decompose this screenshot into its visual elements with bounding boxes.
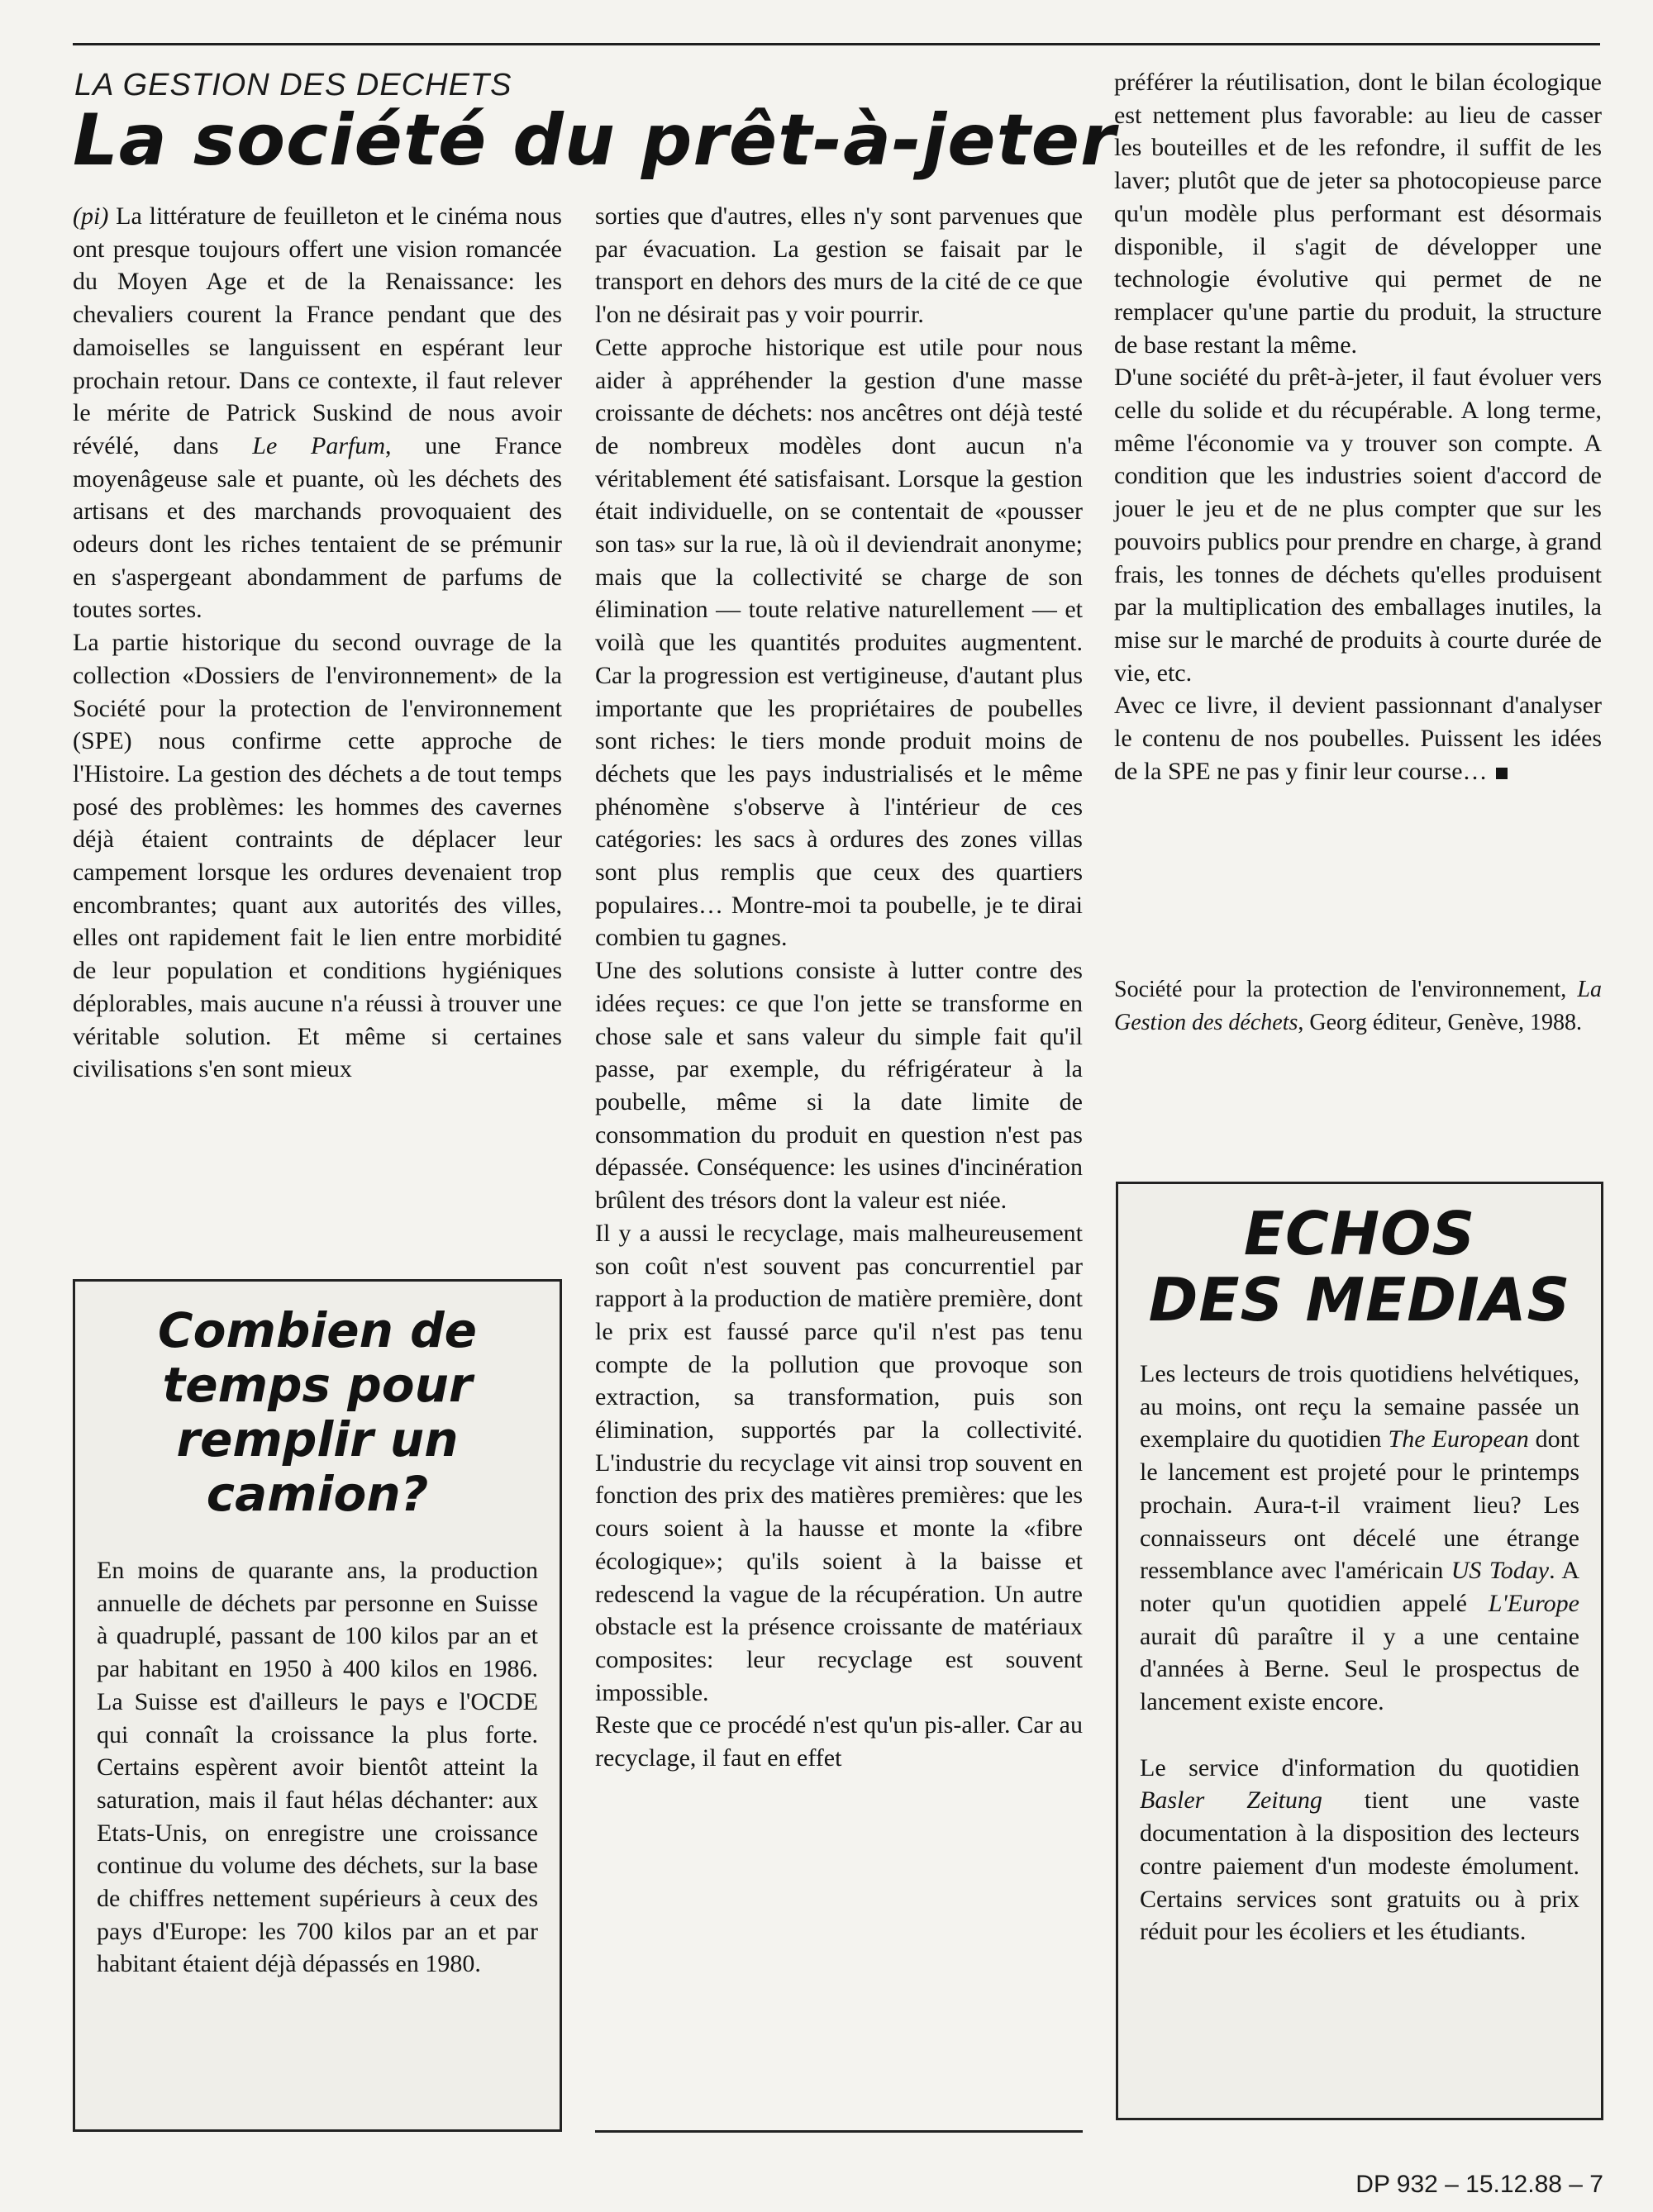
- box-title: Combien de temps pour remplir un camion?: [158, 1302, 477, 1522]
- article-paragraph: Cette approche historique est utile pour nous aider à appréhender la gestion d'une masse croissante de déchets: nos ancêtres ont déjà testé de nombreux modèles dont aucun n'a véritablement été satisfaisant. Lorsque la gestion était individuelle, on se contentait de «pousser son tas» sur la rue, là où il deviendrait anonyme; mais que la collectivité se charge de son élimination — toute relative naturellement — et voilà que les quantités produites augmentent. Car la progression est vertigineuse, d'autant plus importante que les propriétaires de poubelles sont riches: le tiers monde produit moins de déchets que les pays industrialisés et le même phénomène s'observe à l'intérieur de ces catégories: les sacs à ordures des zones villas sont plus remplis que ceux des quartiers populaires… Montre-moi ta poubelle, je te dirai combien tu gagnes.: [595, 333, 1083, 952]
- page-footer: DP 932 – 15.12.88 – 7: [1355, 2171, 1603, 2198]
- column-end-rule: [595, 2130, 1083, 2133]
- publication-name: Basler Zeitung: [1140, 1786, 1322, 1815]
- article-column-1: [73, 200, 562, 1086]
- book-title: Le Parfum: [252, 431, 386, 459]
- bibliography-reference: Société pour la protection de l'environnement, La Gestion des déchets, Georg éditeur, Genève, 1988.: [1114, 977, 1602, 1035]
- article-paragraph: Reste que ce procédé n'est qu'un pis-aller. Car au recyclage, il faut en effet: [595, 1711, 1083, 1772]
- article-paragraph: D'une société du prêt-à-jeter, il faut évoluer vers celle du solide et du récupérable. A long terme, même l'économie va y trouver son compte. A condition que les industries soient d'accord de jouer le jeu et de ne plus compter que sur les pouvoirs publics pour prendre en charge, à grand frais, les tonnes de déchets qu'elles produisent par la multiplication des emballages inutiles, la mise sur le marché de produits à courte durée de vie, etc.: [1114, 364, 1602, 687]
- article-paragraph: Une des solutions consiste à lutter contre des idées reçues: ce que l'on jette se transforme en chose sale et sans valeur du simple fait qu'il passe, par exemple, du réfrigérateur à la poubelle, même si la date limite de consommation du produit en question n'est pas dépassée. Conséquence: les usines d'incinération brûlent des trésors dont la valeur est niée.: [595, 957, 1083, 1215]
- article-paragraph: (pi) La littérature de feuilleton et le cinéma nous ont presque toujours offert une vision romancée du Moyen Age et de la Renaissance: les chevaliers courent la France pendant que des damoiselles se languissent en espérant leur prochain retour. Dans ce contexte, il faut relever le mérite de Patrick Suskind de nous avoir révélé, dans Le Parfum, une France moyenâgeuse sale et puante, où les déchets des artisans et des marchands provoquaient des odeurs dont les riches tentaient de se prémunir en s'aspergeant abondamment de parfums de toutes sortes.: [73, 202, 563, 624]
- publication-name: US Today: [1451, 1557, 1550, 1585]
- sidebar-box-camion: [73, 1279, 562, 2132]
- end-of-article-square-icon: [1496, 768, 1508, 779]
- book-title: La Gestion des déchets: [1114, 977, 1602, 1035]
- author-initials: (pi): [73, 202, 109, 230]
- article-headline: La société du prêt-à-jeter: [73, 99, 1117, 182]
- publication-name: L'Europe: [1488, 1589, 1579, 1617]
- box-title: ECHOS DES MEDIAS: [1148, 1199, 1571, 1334]
- sidebar-box-echos-des-medias: [1116, 1182, 1603, 2120]
- article-column-3: [1114, 66, 1602, 787]
- section-kicker: LA GESTION DES DECHETS: [74, 68, 512, 102]
- top-rule: [73, 43, 1600, 45]
- article-paragraph: La partie historique du second ouvrage de la collection «Dossiers de l'environnement» de la Société pour la protection de l'environnement (SPE) nous confirme cette approche de l'Histoire. La gestion des déchets a de tout temps posé des problèmes: les hommes des cavernes déjà étaient contraints de déplacer leur campement lorsque les ordures devenaient trop encombrantes; quant aux autorités des villes, elles ont rapidement fait le lien entre morbidité de leur population et conditions hygiéniques déplorables, mais aucune n'a réussi à trouver une véritable solution. Et même si certaines civilisations s'en sont mieux: [73, 629, 562, 1083]
- article-paragraph: préférer la réutilisation, dont le bilan écologique est nettement plus favorable: au lieu de casser les bouteilles et de les refondre, il suffit de les laver; plutôt que de jeter sa photocopieuse parce qu'un modèle plus performant est désormais disponible, il s'agit de développer une technologie évolutive qui permet de ne remplacer qu'une partie du produit, la structure de base restant la même.: [1114, 69, 1602, 359]
- box-text: Les lecteurs de trois quotidiens helvétiques, au moins, ont reçu la semaine passée un exemplaire du quotidien The European dont le lancement est projeté pour le printemps prochain. Aura-t-il vraiment lieu? Les connaisseurs ont décelé une étrange ressemblance avec l'américain US Today. A noter qu'un quotidien appelé L'Europe aurait dû paraître il y a une centaine d'années à Berne. Seul le prospectus de lancement existe encore. Le service d'information du quotidien Basler Zeitung tient une vaste documentation à la disposition des lecteurs contre paiement d'un modeste émolument. Certains services sont gratuits ou à prix réduit pour les écoliers et les étudiants.: [1140, 1360, 1580, 1946]
- article-paragraph: Avec ce livre, il devient passionnant d'analyser le contenu de nos poubelles. Puissent les idées de la SPE ne pas y finir leur course…: [1114, 692, 1602, 785]
- publication-name: The European: [1388, 1425, 1529, 1453]
- article-paragraph: Il y a aussi le recyclage, mais malheureusement son coût n'est souvent pas concurrentiel par rapport à la production de matière première, dont le prix est faussé parce qu'il n'est pas tenu compte de la pollution que provoque son extraction, sa transformation, puis son élimination, supportés par la collectivité. L'industrie du recyclage vit ainsi trop souvent en fonction des prix des matières premières: que les cours soient à la hausse et monte la «fibre écologique»; qu'ils soient à la baisse et redescend la vague de la récupération. Un autre obstacle est la présence croissante de matériaux composites: leur recyclage est souvent impossible.: [595, 1219, 1083, 1706]
- article-column-2: [595, 200, 1083, 1775]
- box-text: En moins de quarante ans, la production annuelle de déchets par personne en Suisse à quadruplé, passant de 100 kilos par an et par habitant en 1950 à 400 kilos en 1986. La Suisse est d'ailleurs le pays e l'OCDE qui connaît la croissance la plus forte. Certains espèrent avoir bientôt atteint la saturation, mais il faut hélas déchanter: aux Etats-Unis, on enregistre une croissance continue du volume des déchets, sur la base de chiffres nettement supérieurs à ceux des pays d'Europe: les 700 kilos par an et par habitant étaient déjà dépassés en 1980.: [97, 1557, 538, 1978]
- article-paragraph: sorties que d'autres, elles n'y sont parvenues que par évacuation. La gestion se faisait par le transport en dehors des murs de la cité de ce que l'on ne désirait pas y voir pourrir.: [595, 202, 1083, 329]
